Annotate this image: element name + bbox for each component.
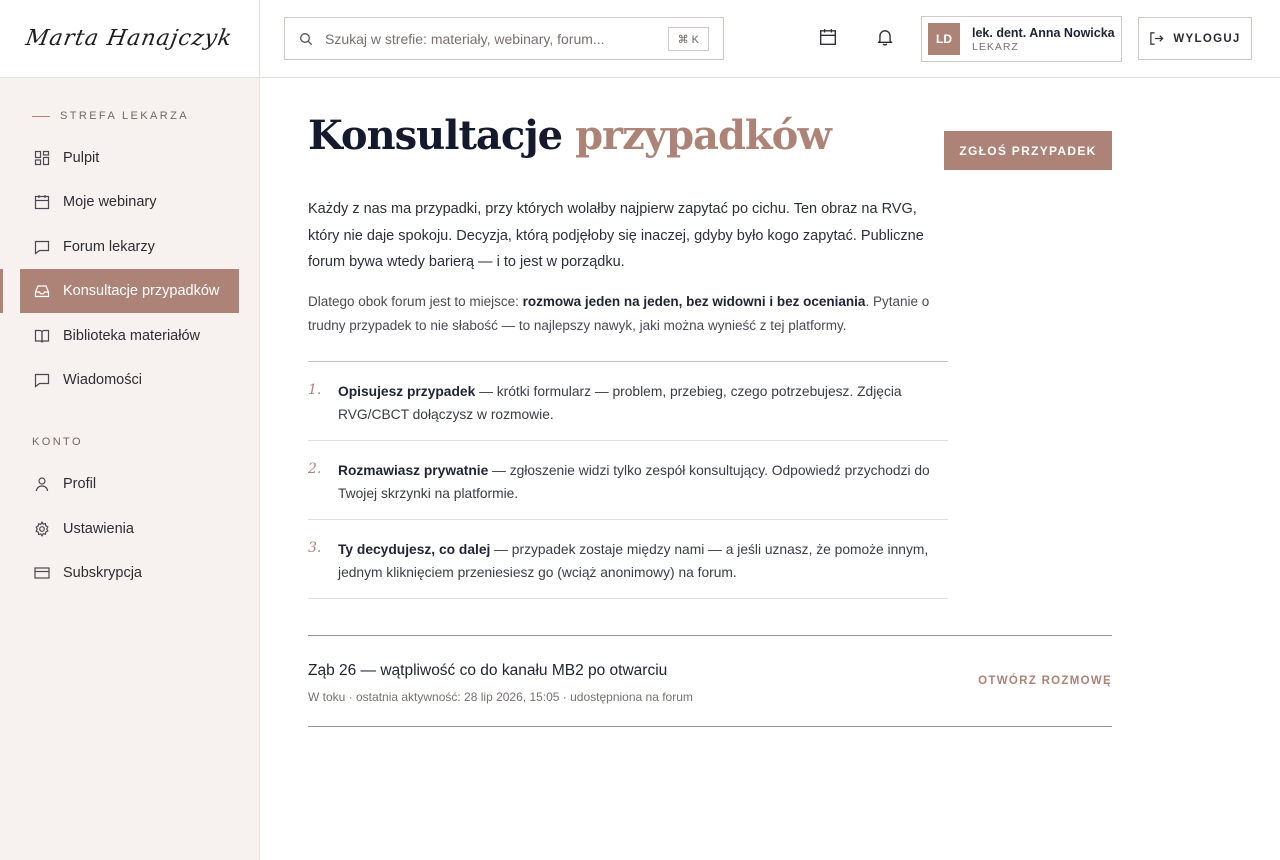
case-meta: W toku · ostatnia aktywność: 28 lip 2026, 15:05 · udostępniona na forum [308, 690, 693, 704]
section-label-doctor-zone: STREFA LEKARZA [60, 110, 189, 122]
open-conversation-link[interactable]: OTWÓRZ ROZMOWĘ [978, 675, 1112, 687]
message-icon [34, 372, 50, 388]
active-indicator [0, 269, 3, 313]
section-dash [32, 116, 50, 117]
list-item [308, 362, 948, 441]
sidebar-item-consultations[interactable] [20, 269, 239, 313]
sidebar-item-label: Moje webinary [63, 194, 157, 210]
sidebar-item-settings[interactable] [20, 507, 239, 551]
calendar-icon[interactable] [819, 28, 839, 48]
user-icon [34, 476, 50, 492]
logout-button[interactable] [1138, 17, 1252, 60]
list-item [308, 441, 948, 520]
sidebar-item-label: Subskrypcja [63, 565, 142, 581]
user-menu[interactable] [921, 16, 1122, 62]
inbox-icon [34, 283, 50, 299]
intro-paragraph: Każdy z nas ma przypadki, przy których wolałby najpierw zapytać po cichu. Ten obraz na RVG, który nie daje spokoju. Decyzja, którą podjęłoby się inaczej, gdyby było kogo zapytać. Publiczne forum bywa wtedy barierą — i to jest w porządku. [308, 201, 924, 270]
sidebar-item-label: Forum lekarzy [63, 239, 155, 255]
page-title: Konsultacje przypadków [308, 112, 831, 159]
sidebar-item-webinars[interactable] [20, 180, 239, 224]
book-icon [34, 328, 50, 344]
sidebar-item-label: Wiadomości [63, 372, 142, 388]
search-input[interactable] [325, 31, 645, 47]
sidebar-item-forum[interactable] [20, 225, 239, 269]
sidebar-item-pulpit[interactable] [20, 136, 239, 180]
logout-label: WYLOGUJ [1173, 32, 1241, 45]
user-name: lek. dent. Anna Nowicka [972, 25, 1115, 40]
grid-icon [34, 150, 50, 166]
user-info [972, 26, 1115, 53]
search-box[interactable] [284, 17, 724, 60]
sidebar-item-label: Profil [63, 476, 97, 492]
gear-icon [34, 521, 50, 537]
user-role: LEKARZ [972, 40, 1019, 53]
sidebar-item-library[interactable] [20, 314, 239, 358]
bell-icon[interactable] [876, 28, 896, 48]
step-text: Ty decydujesz, co dalej — przypadek zostaje między nami — a jeśli uznasz, że pomoże innym, jednym kliknięciem przeniesiesz go (wciąż anonimowy) na forum. [338, 542, 929, 580]
logout-icon [1149, 31, 1164, 46]
chat-icon [34, 239, 50, 255]
sidebar-item-profile[interactable] [20, 462, 239, 506]
brand-logo[interactable]: Marta Hanajczyk [24, 26, 235, 51]
step-text: Opisujesz przypadek — krótki formularz — problem, przebieg, czego potrzebujesz. Zdjęcia RVG/CBCT dołączysz w rozmowie. [338, 384, 902, 422]
case-row[interactable] [308, 635, 1112, 727]
section-label-account: KONTO [32, 436, 83, 448]
list-item [308, 520, 948, 599]
logo-area[interactable] [0, 0, 259, 78]
step-text: Rozmawiasz prywatnie — zgłoszenie widzi tylko zespół konsultujący. Odpowiedź przychodzi do Twojej skrzynki na platformie. [338, 463, 930, 501]
report-case-button[interactable]: ZGŁOŚ PRZYPADEK [944, 131, 1112, 170]
intro-paragraph-secondary: Dlatego obok forum jest to miejsce: rozmowa jeden na jeden, bez widowni i bez oceniania. Pytanie o trudny przypadek to nie słabość — to najlepszy nawyk, jaki można wynieść z tej platformy. [308, 294, 930, 333]
sidebar-item-subscription[interactable] [20, 551, 239, 595]
sidebar-item-label: Konsultacje przypadków [63, 283, 220, 299]
avatar: LD [928, 23, 960, 55]
sidebar-item-label: Pulpit [63, 150, 100, 166]
case-title[interactable]: Ząb 26 — wątpliwość co do kanału MB2 po otwarciu [308, 662, 668, 679]
step-number: 1. [308, 382, 322, 398]
sidebar-item-label: Ustawienia [63, 521, 134, 537]
sidebar-item-label: Biblioteka materiałów [63, 328, 201, 344]
top-bar [260, 0, 1280, 78]
card-icon [34, 565, 50, 581]
search-icon [299, 32, 313, 46]
calendar-icon [34, 194, 50, 210]
step-number: 2. [308, 461, 322, 477]
sidebar-item-messages[interactable] [20, 358, 239, 402]
shortcut-hint: ⌘ K [668, 27, 709, 51]
steps-list [308, 361, 948, 599]
sidebar [0, 0, 260, 860]
step-number: 3. [308, 540, 322, 556]
